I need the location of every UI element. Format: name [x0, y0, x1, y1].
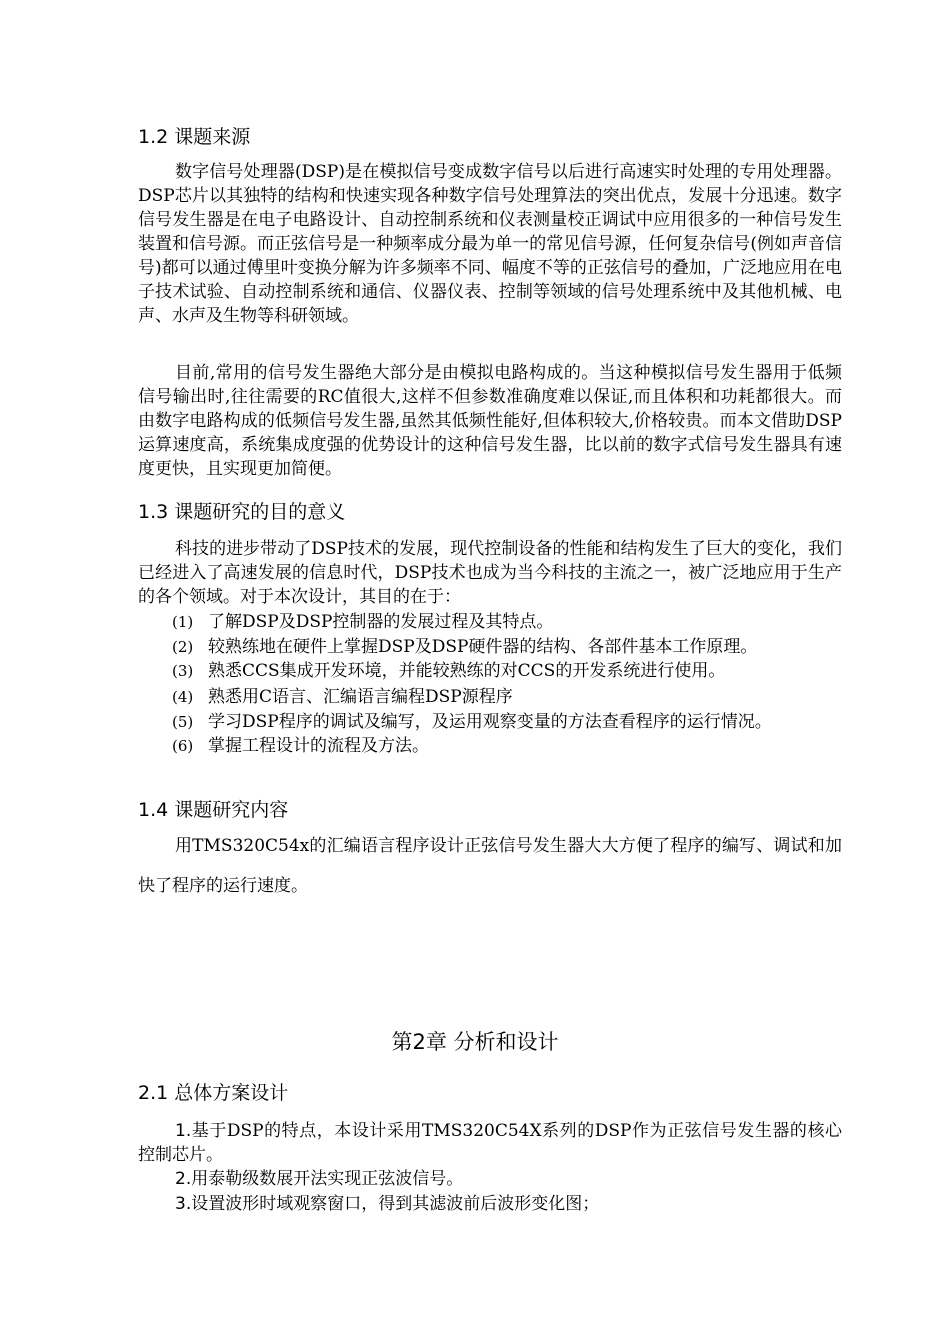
section-heading-2-1: 2.1 总体方案设计 [138, 1082, 289, 1104]
list-item-text: 掌握工程设计的流程及方法。 [208, 736, 429, 756]
paragraph-1-4-content: 用TMS320C54x的汇编语言程序设计正弦信号发生器大大方便了程序的编写、调试和加快了程序的运行速度。 [138, 836, 842, 896]
list-item-text: 学习DSP程序的调试及编写，及运用观察变量的方法查看程序的运行情况。 [208, 712, 772, 732]
design-step-text: 基于DSP的特点，本设计采用TMS320C54X系列的DSP作为正弦信号发生器的核心控制芯片。 [138, 1121, 842, 1165]
list-item [172, 610, 852, 634]
design-step-number: 1. [175, 1121, 192, 1141]
design-step-text: 用泰勒级数展开法实现正弦波信号。 [191, 1169, 464, 1189]
paragraph-1-2-current: 目前,常用的信号发生器绝大部分是由模拟电路构成的。当这种模拟信号发生器用于低频信号输出时,往往需要的RC值很大,这样不但参数准确度难以保证,而且体积和功耗都很大。而由数字电路构成的低频信号发生器,虽然其低频性能好,但体积较大,价格较贵。而本文借助DSP运算速度高，系统集成度强的优势设计的这种信号发生器，比以前的数字式信号发生器具有速度更快，且实现更加简便。 [138, 363, 842, 479]
paragraph-1-3-intro: 科技的进步带动了DSP技术的发展，现代控制设备的性能和结构发生了巨大的变化，我们已经进入了高速发展的信息时代，DSP技术也成为当今科技的主流之一，被广泛地应用于生产的各个领域。对于本次设计，其目的在于： [138, 539, 842, 607]
design-step [138, 1167, 842, 1191]
list-item-number: (2) [172, 638, 194, 656]
list-item-number: (4) [172, 688, 194, 706]
list-item-number: (1) [172, 613, 194, 631]
list-item-number: (5) [172, 713, 194, 731]
section-heading-1-2: 1.2 课题来源 [138, 126, 251, 148]
design-step [138, 1119, 842, 1167]
list-item [172, 710, 852, 734]
paragraph-1-2-source: 数字信号处理器(DSP)是在模拟信号变成数字信号以后进行高速实时处理的专用处理器。DSP芯片以其独特的结构和快速实现各种数字信号处理算法的突出优点，发展十分迅速。数字信号发生器是在电子电路设计、自动控制系统和仪表测量校正调试中应用很多的一种信号发生装置和信号源。而正弦信号是一种频率成分最为单一的常见信号源，任何复杂信号(例如声音信号)都可以通过傅里叶变换分解为许多频率不同、幅度不等的正弦信号的叠加，广泛地应用在电子技术试验、自动控制系统和通信、仪器仪表、控制等领域的信号处理系统中及其他机械、电声、水声及生物等科研领域。 [138, 162, 842, 326]
design-step-text: 设置波形时域观察窗口，得到其滤波前后波形变化图； [191, 1194, 600, 1214]
section-heading-1-4: 1.4 课题研究内容 [138, 799, 289, 821]
chapter-title: 第2章 分析和设计 [391, 1030, 559, 1054]
list-item [172, 734, 852, 758]
list-item-text: 熟悉用C语言、汇编语言编程DSP源程序 [208, 687, 513, 707]
list-item [172, 659, 852, 683]
design-step [138, 1192, 842, 1216]
design-step-number: 3. [175, 1194, 192, 1214]
list-item-number: (3) [172, 662, 194, 680]
list-item-number: (6) [172, 737, 194, 755]
list-item [172, 685, 852, 709]
list-item [172, 635, 852, 659]
list-item-text: 较熟练地在硬件上掌握DSP及DSP硬件器的结构、各部件基本工作原理。 [208, 637, 758, 657]
list-item-text: 熟悉CCS集成开发环境，并能较熟练的对CCS的开发系统进行使用。 [208, 661, 726, 681]
list-item-text: 了解DSP及DSP控制器的发展过程及其特点。 [208, 612, 554, 632]
section-heading-1-3: 1.3 课题研究的目的意义 [138, 501, 346, 523]
design-step-number: 2. [175, 1169, 192, 1189]
